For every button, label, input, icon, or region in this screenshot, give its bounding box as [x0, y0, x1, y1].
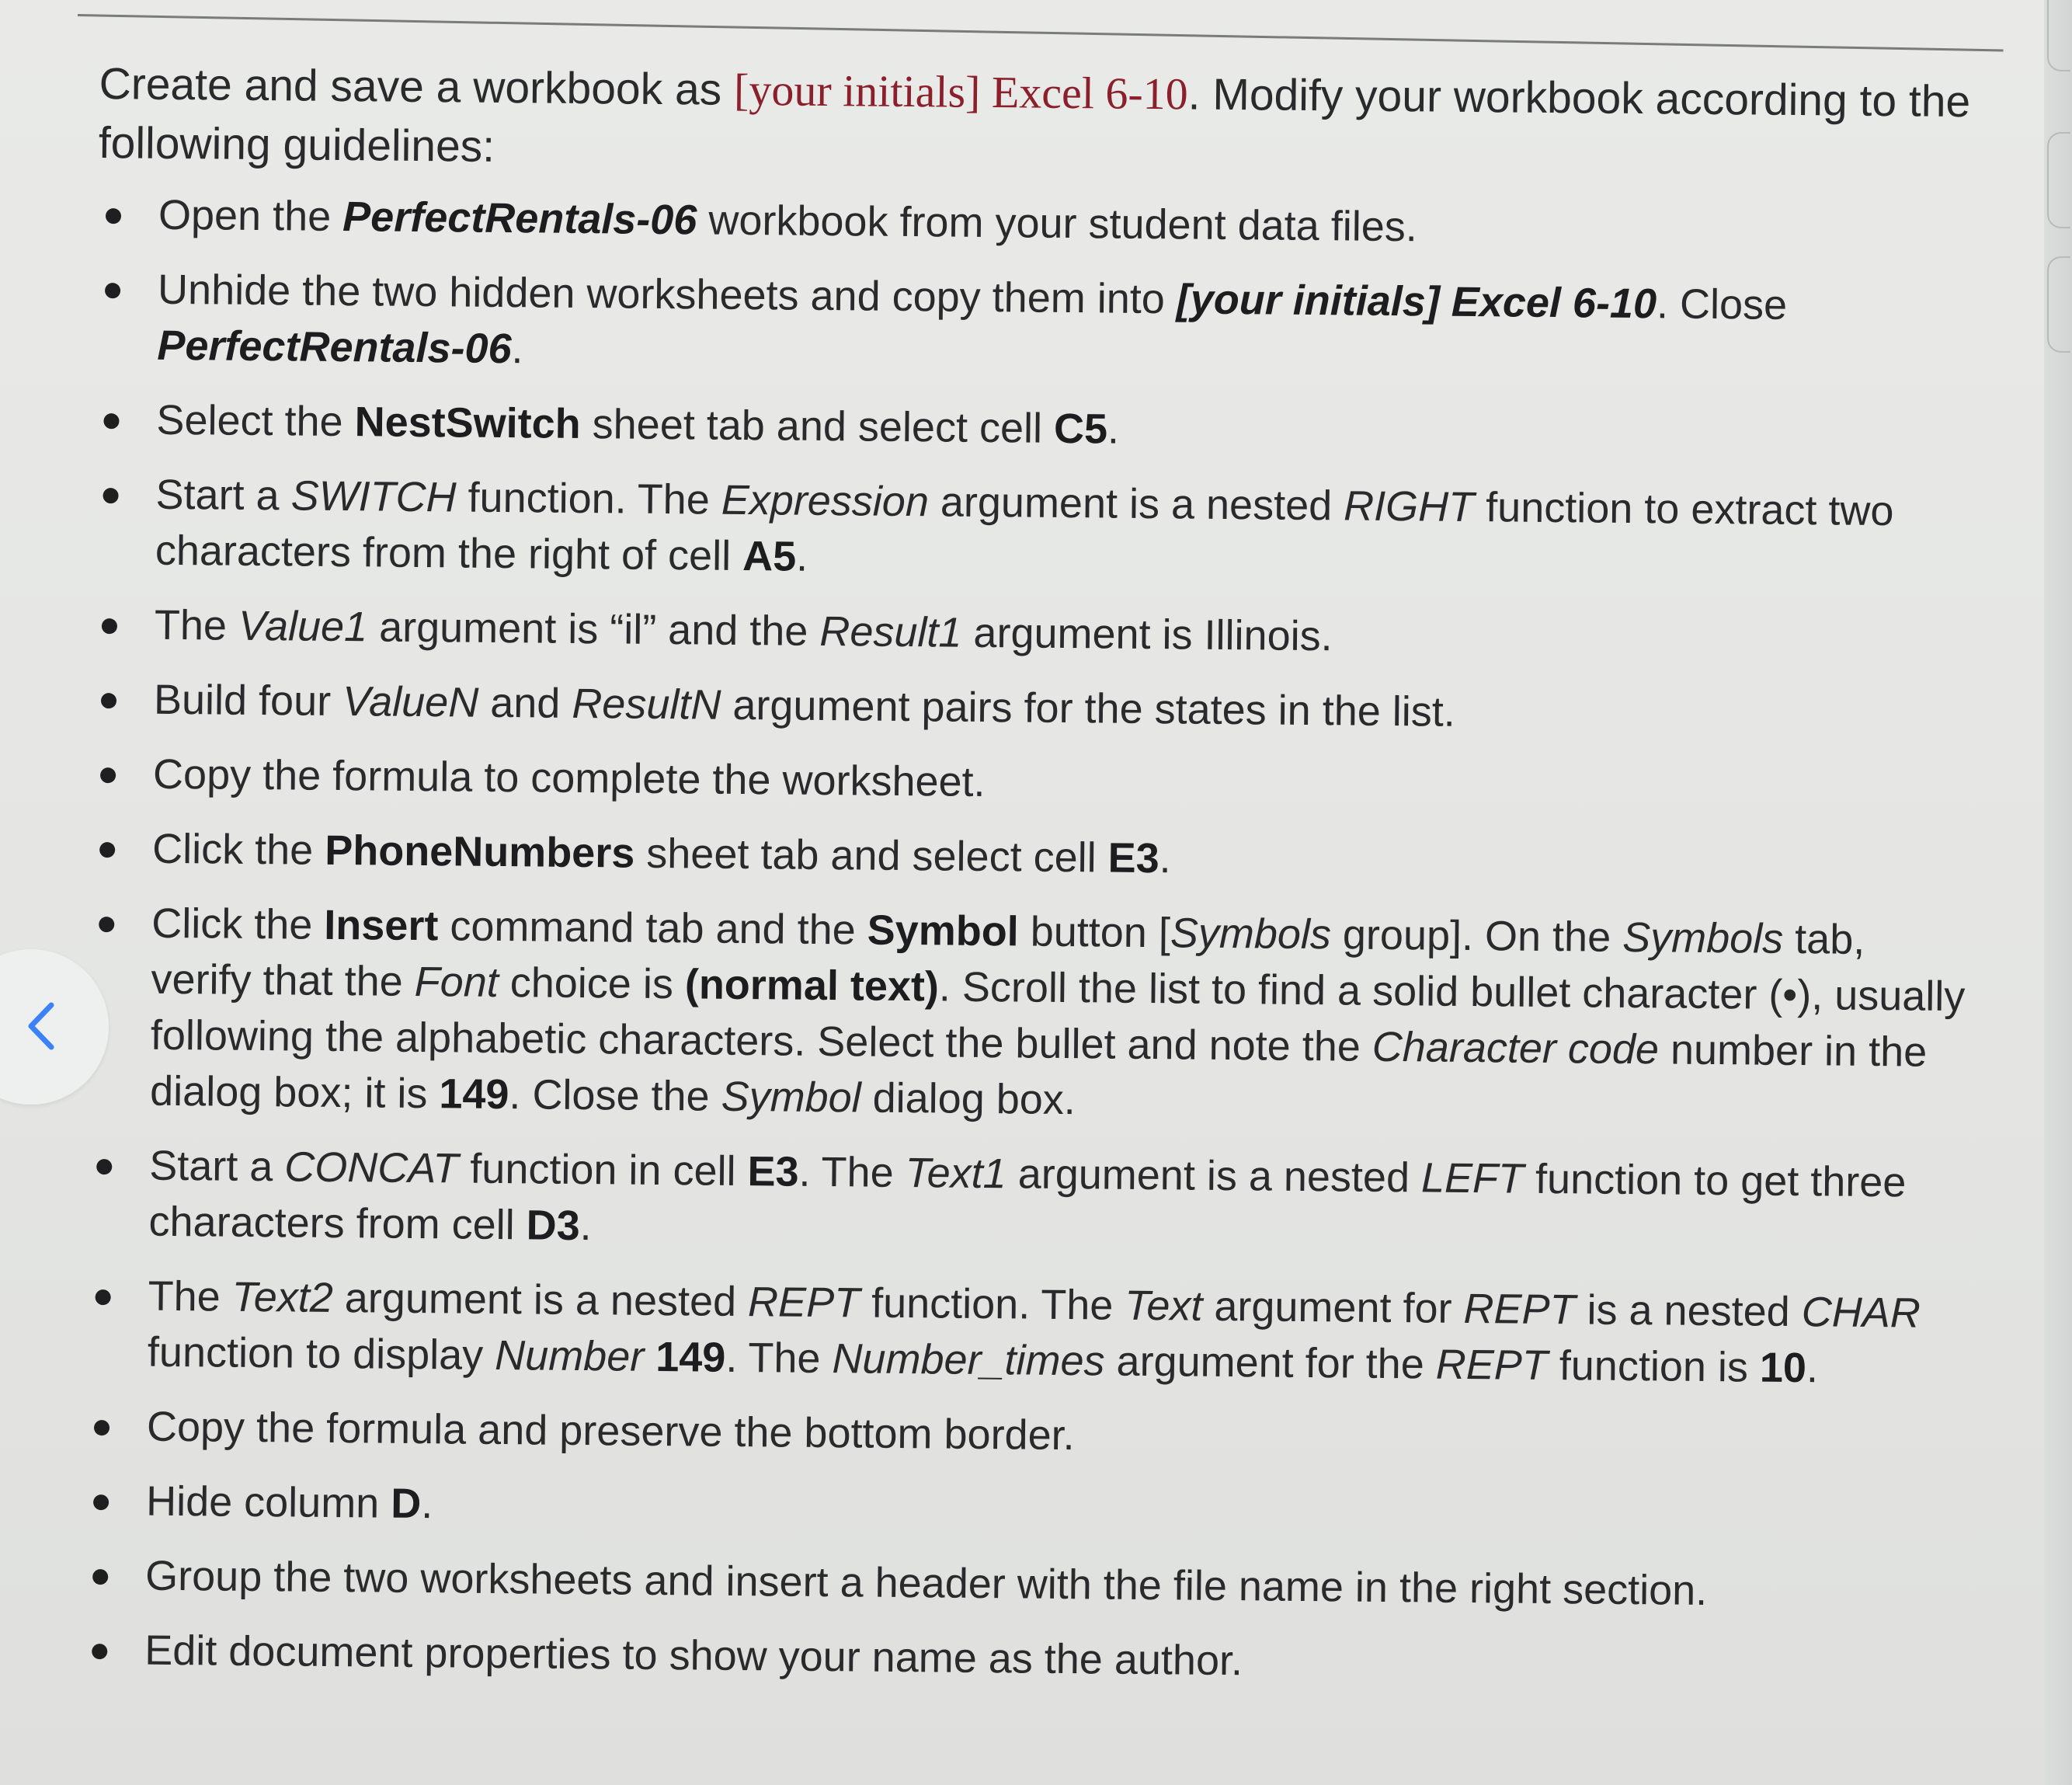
device-edge — [2044, 0, 2072, 1785]
bullet-dot-icon — [92, 1569, 108, 1585]
guideline-item: Start a CONCAT function in cell E3. The Text1 argument is a nested LEFT function to get three characters from cell D3. — [88, 1137, 1968, 1267]
guideline-item: The Text2 argument is a nested REPT function. The Text argument for REPT is a nested CHAR function to display Number 149. The Number_times argument for the REPT function is 10. — [87, 1268, 1967, 1397]
guideline-item: Click the PhoneNumbers sheet tab and select cell E3. — [92, 820, 1972, 894]
bullet-dot-icon — [100, 767, 116, 783]
bullet-dot-icon — [106, 208, 121, 224]
bullet-dot-icon — [92, 1644, 107, 1659]
guideline-item: Open the PerfectRentals-06 workbook from your student data files. — [98, 186, 1978, 260]
intro-paragraph — [99, 54, 1979, 190]
guideline-item: Edit document properties to show your name as the author. — [84, 1622, 1964, 1696]
workbook-name: [your initials] Excel 6-10 — [733, 64, 1189, 120]
guideline-item: Unhide the two hidden worksheets and copy them into [your initials] Excel 6-10. Close PerfectRentals-06. — [96, 261, 1976, 391]
guidelines-list — [84, 186, 1977, 1696]
edge-tab — [2047, 132, 2070, 228]
intro-text-2: . Modify your workbook according to the following guidelines: — [98, 69, 1971, 172]
bullet-dot-icon — [101, 693, 116, 708]
intro-text-1: Create and save a workbook as — [99, 58, 735, 115]
chevron-left-icon — [25, 1000, 56, 1052]
guideline-item: Copy the formula to complete the worksheet. — [92, 746, 1973, 819]
bullet-dot-icon — [94, 1420, 110, 1435]
bullet-dot-icon — [96, 1289, 111, 1305]
guideline-item: Click the Insert command tab and the Symbol button [Symbols group]. On the Symbols tab, verify that the Font choice is (normal text). Scroll the list to find a solid bullet character (•), usually following the alphabetic characters. Select the bullet and note the Character code number in the dialog box; it is 149. Close the Symbol dialog box. — [89, 895, 1971, 1136]
top-divider — [78, 14, 2004, 51]
bullet-dot-icon — [93, 1494, 109, 1510]
guideline-item: Start a SWITCH function. The Expression argument is a nested RIGHT function to extract two characters from the right of cell A5. — [95, 466, 1975, 596]
bullet-dot-icon — [103, 413, 119, 429]
guideline-item: Select the NestSwitch sheet tab and select cell C5. — [96, 391, 1976, 465]
edge-tab — [2047, 0, 2070, 71]
instructions-page — [84, 54, 1979, 1714]
bullet-dot-icon — [99, 842, 115, 858]
edge-tab — [2047, 256, 2070, 353]
guideline-item: Copy the formula and preserve the bottom border. — [86, 1398, 1966, 1472]
bullet-dot-icon — [96, 1159, 112, 1174]
bullet-dot-icon — [105, 283, 120, 298]
bullet-dot-icon — [102, 618, 117, 634]
guideline-item: Group the two worksheets and insert a header with the file name in the right section. — [85, 1547, 1965, 1621]
bullet-dot-icon — [103, 488, 118, 503]
guideline-item: Hide column D. — [85, 1473, 1966, 1547]
guideline-item: The Value1 argument is “il” and the Result1 argument is Illinois. — [94, 597, 1974, 670]
guideline-item: Build four ValueN and ResultN argument pairs for the states in the list. — [93, 671, 1973, 745]
bullet-dot-icon — [99, 917, 114, 932]
